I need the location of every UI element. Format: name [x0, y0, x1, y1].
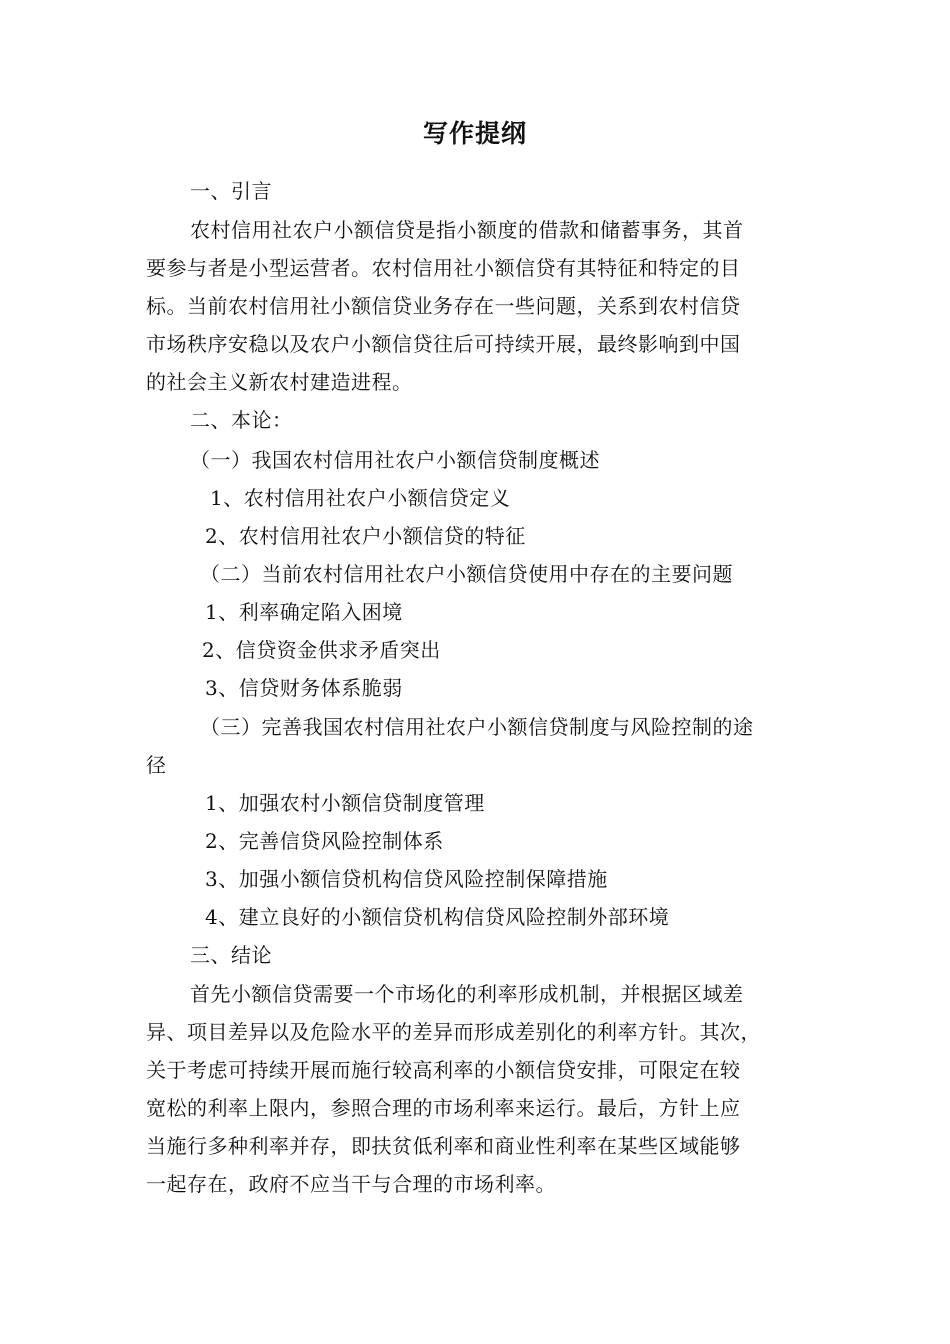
paragraph-line: 标。当前农村信用社小额信贷业务存在一些问题，关系到农村信贷 [146, 294, 741, 318]
list-item: 1、农村信用社农户小额信贷定义 [210, 486, 511, 510]
paragraph-line: 当施行多种利率并存，即扶贫低利率和商业性利率在某些区域能够 [146, 1134, 741, 1158]
list-item: 1、加强农村小额信贷制度管理 [205, 791, 485, 815]
paragraph-line: 一起存在，政府不应当干与合理的市场利率。 [146, 1172, 556, 1196]
paragraph-line: 要参与者是小型运营者。农村信用社小额信贷有其特征和特定的目 [146, 256, 741, 280]
paragraph-line: 农村信用社农户小额信贷是指小额度的借款和储蓄事务，其首 [190, 218, 744, 242]
list-item: 1、利率确定陷入困境 [205, 600, 403, 624]
list-item: 2、农村信用社农户小额信贷的特征 [205, 524, 526, 548]
paragraph-line: 异、项目差异以及危险水平的差异而形成差别化的利率方针。其次， [146, 1020, 761, 1044]
subsection-heading: （二）当前农村信用社农户小额信贷使用中存在的主要问题 [200, 562, 733, 586]
paragraph-line: 首先小额信贷需要一个市场化的利率形成机制，并根据区域差 [190, 982, 744, 1006]
list-item: 2、信贷资金供求矛盾突出 [202, 638, 441, 662]
subsection-heading: （一）我国农村信用社农户小额信贷制度概述 [190, 448, 600, 472]
document-title: 写作提纲 [422, 119, 527, 148]
paragraph-line: 宽松的利率上限内，参照合理的市场利率来运行。最后，方针上应 [146, 1096, 741, 1120]
list-item: 3、加强小额信贷机构信贷风险控制保障措施 [205, 867, 608, 891]
section-heading-conclusion: 三、结论 [190, 943, 272, 967]
paragraph-line: 的社会主义新农村建造进程。 [146, 370, 413, 394]
list-item: 3、信贷财务体系脆弱 [205, 676, 403, 700]
paragraph-line: 市场秩序安稳以及农户小额信贷往后可持续开展，最终影响到中国 [146, 332, 741, 356]
list-item: 4、建立良好的小额信贷机构信贷风险控制外部环境 [205, 905, 670, 929]
subsection-heading: （三）完善我国农村信用社农户小额信贷制度与风险控制的途 [200, 715, 754, 739]
section-heading-body: 二、本论： [190, 408, 293, 432]
section-heading-intro: 一、引言 [190, 179, 272, 203]
paragraph-line: 关于考虑可持续开展而施行较高利率的小额信贷安排，可限定在较 [146, 1058, 741, 1082]
list-item: 2、完善信贷风险控制体系 [205, 829, 444, 853]
subsection-heading-continued: 径 [146, 753, 167, 777]
